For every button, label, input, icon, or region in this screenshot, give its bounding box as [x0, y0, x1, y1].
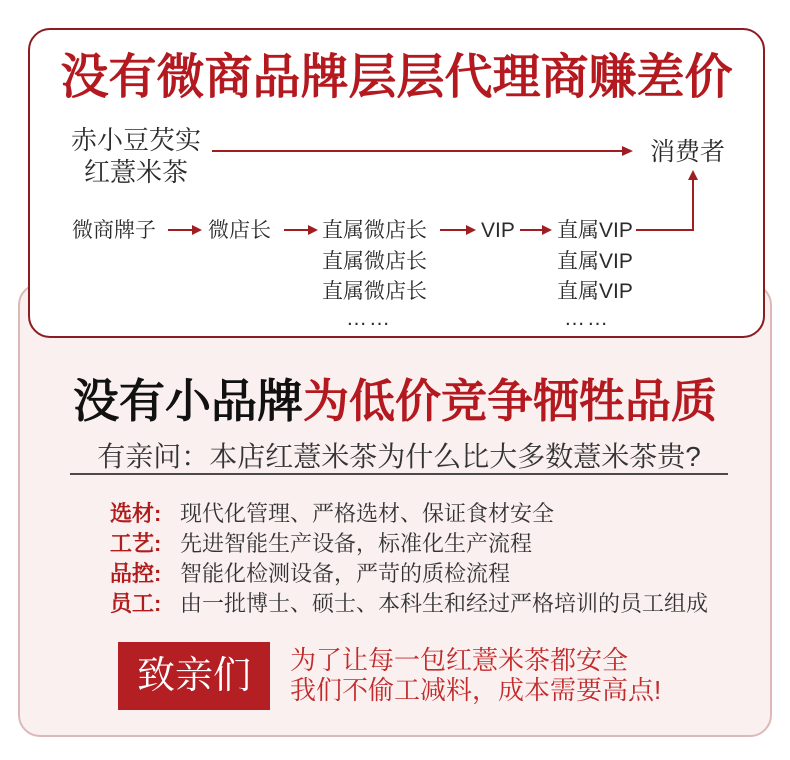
item-label: 员工:: [110, 591, 162, 616]
item-text: 由一批博士、硕士、本科生和经过严格培训的员工组成: [180, 591, 709, 616]
direct-vip-repeat: 直属VIP: [557, 250, 633, 273]
heading-black-part: 没有小品牌: [73, 375, 303, 427]
quality-heading: [20, 376, 770, 426]
flow-arrows: [30, 30, 763, 336]
item-text: 现代化管理、严格选材、保证食材安全: [180, 501, 555, 526]
list-item: [110, 559, 510, 589]
consumer-label: 消费者: [650, 138, 726, 166]
heading-red-part: 为低价竞争牺牲品质: [303, 375, 717, 427]
item-label: 工艺:: [110, 531, 162, 556]
chain-node-direct-store-manager: 直属微店长: [322, 219, 427, 242]
top-panel-title: 没有微商品牌层层代理商赚差价: [60, 51, 733, 104]
chain-node-store-manager: 微店长: [208, 219, 271, 242]
product-name-line: 红薏米茶: [83, 157, 188, 187]
arrow-right-icon: [212, 146, 633, 156]
item-text: 先进智能生产设备，标准化生产流程: [180, 531, 533, 556]
item-label: 选材:: [110, 501, 162, 526]
product-name-line: 赤小豆芡实: [70, 125, 201, 155]
closing-line: 为了让每一包红薏米茶都安全: [290, 645, 629, 675]
quality-panel: [18, 283, 772, 737]
list-item: [110, 499, 554, 529]
ellipsis: ……: [346, 307, 392, 330]
arrow-up-icon: [636, 170, 698, 230]
arrow-right-icon: [520, 225, 552, 235]
arrow-right-icon: [440, 225, 476, 235]
closing-line: 我们不偷工减料，成本需要高点!: [290, 675, 662, 705]
item-label: 品控:: [110, 561, 162, 586]
chain-node-brand: 微商牌子: [72, 219, 156, 242]
arrow-right-icon: [168, 225, 202, 235]
direct-store-manager-repeat: 直属微店长: [322, 280, 427, 303]
list-item: [110, 529, 532, 559]
dear-customers-badge: 致亲们: [118, 642, 270, 710]
direct-store-manager-repeat: 直属微店长: [322, 250, 427, 273]
customer-question: 有亲问：本店红薏米茶为什么比大多数薏米茶贵?: [70, 441, 728, 475]
distribution-diagram-panel: [28, 28, 765, 338]
closing-message: [290, 645, 661, 705]
chain-node-direct-vip: 直属VIP: [557, 219, 633, 242]
chain-node-vip: VIP: [481, 219, 515, 242]
list-item: [110, 589, 708, 619]
direct-vip-repeat: 直属VIP: [557, 280, 633, 303]
ellipsis: ……: [564, 307, 610, 330]
item-text: 智能化检测设备，严苛的质检流程: [180, 561, 511, 586]
arrow-right-icon: [284, 225, 318, 235]
